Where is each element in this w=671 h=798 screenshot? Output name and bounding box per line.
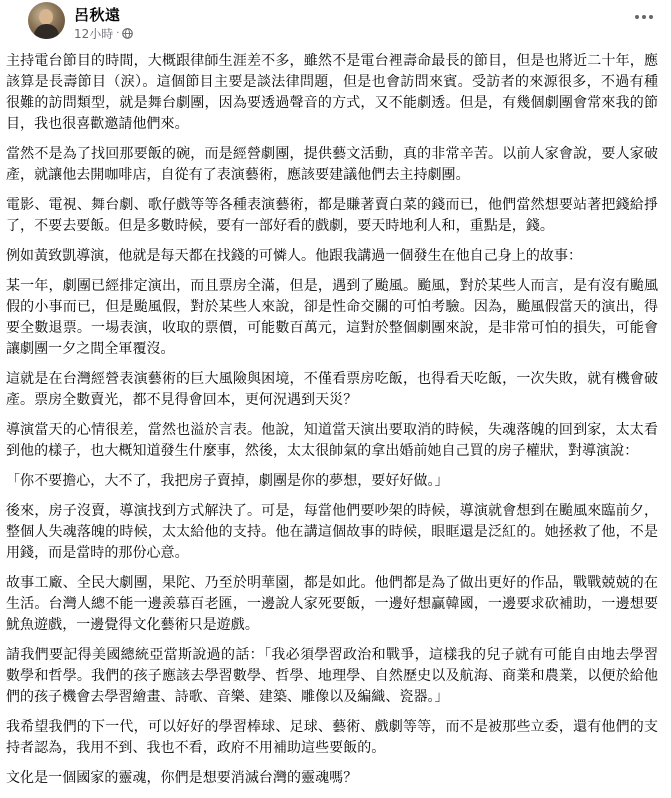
post-paragraph: 例如黃致凱導演，他就是每天都在找錢的可憐人。他跟我講過一個發生在他自己身上的故事： — [6, 248, 583, 264]
post-paragraph: 後來，房子沒賣，導演找到方式解決了。可是，每當他們要吵架的時候，導演就會想到在颱風來臨前夕，整個人失魂落魄的時候，太太給他的支持。他在講這個故事的時候，眼眶還是泛紅的。她拯救了他，不是用錢，而是當時的那份心意。 — [6, 503, 658, 561]
post-paragraph: 導演當天的心情很差，當然也溢於言表。他說，知道當天演出要取消的時候，失魂落魄的回到家，太太看到他的樣子，也大概知道發生什麼事，然後，太太很帥氣的拿出婚前她自己買的房子權狀，對導演說： — [6, 422, 658, 459]
globe-icon[interactable] — [122, 28, 133, 39]
avatar[interactable] — [28, 2, 65, 39]
post-paragraph: 故事工廠、全民大劇團，果陀、乃至於明華園，都是如此。他們都是為了做出更好的作品，戰戰兢兢的在生活。台灣人總不能一邊羨慕百老匯，一邊說人家死要飯，一邊好想贏韓國，一邊要求砍補助，一邊想要魷魚遊戲，一邊覺得文化藝術只是遊戲。 — [6, 575, 658, 633]
post-content — [6, 51, 658, 798]
post-meta — [74, 25, 133, 42]
post-paragraph: 文化是一個國家的靈魂，你們是想要消滅台灣的靈魂嗎？ — [6, 770, 358, 786]
post-paragraph: 請我們要記得美國總統亞當斯說過的話：「我必須學習政治和戰爭，這樣我的兒子就有可能自由地去學習數學和哲學。我們的孩子應該去學習數學、哲學、地理學、自然歷史以及航海、商業和農業，以便於給他們的孩子機會去學習繪畫、詩歌、音樂、建築、雕像以及編織、瓷器。」 — [6, 647, 658, 705]
post-paragraph: 當然不是為了找回那要飯的碗，而是經營劇團，提供藝文活動，真的非常辛苦。以前人家會說，要人家破產，就讓他去開咖啡店，自從有了表演藝術，應該要建議他們去主持劇團。 — [6, 146, 658, 183]
more-dot — [642, 15, 646, 19]
more-dot — [649, 15, 653, 19]
post-paragraph: 「你不要擔心，大不了，我把房子賣掉，劇團是你的夢想，要好好做。」 — [6, 473, 449, 489]
post-paragraph: 電影、電視、舞台劇、歌仔戲等等各種表演藝術，都是賺著賣白菜的錢而已，他們當然想要站著把錢給掙了，不要去要飯。但是多數時候，要有一部好看的戲劇，要天時地利人和，重點是，錢。 — [6, 197, 658, 234]
post-paragraph: 某一年，劇團已經排定演出，而且票房全滿，但是，遇到了颱風。颱風，對於某些人而言，是有沒有颱風假的小事而已，但是颱風假，對於某些人來說，卻是性命交關的可怕考驗。因為，颱風假當天的演出，得要全數退票。一場表演，收取的票價，可能數百萬元，這對於整個劇團來說，是非常可怕的損失，可能會讓劇團一夕之間全軍覆沒。 — [6, 278, 658, 357]
more-horizontal-icon[interactable] — [631, 6, 657, 28]
more-dot — [635, 15, 639, 19]
avatar-body — [34, 24, 59, 39]
post-paragraph: 這就是在台灣經營表演藝術的巨大風險與困境，不僅看票房吃飯，也得看天吃飯，一次失敗，就有機會破產。票房全數賣光，都不見得會回本，更何況遇到天災？ — [6, 371, 658, 408]
meta-separator: · — [116, 28, 120, 39]
author-name[interactable]: 呂秋遠 — [74, 6, 121, 24]
post-header — [14, 0, 671, 52]
avatar-face — [39, 9, 53, 25]
post-time[interactable]: 12小時 — [74, 27, 114, 41]
post-paragraph: 我希望我們的下一代，可以好好的學習棒球、足球、藝術、戲劇等等，而不是被那些立委，還有他們的支持者認為，我用不到、我也不看，政府不用補助這些要飯的。 — [6, 719, 658, 756]
post-paragraph: 主持電台節目的時間，大概跟律師生涯差不多，雖然不是電台裡壽命最長的節目，但是也將近二十年，應該算是長壽節目（淚）。這個節目主要是談法律問題，但是也會訪問來賓。受訪者的來源很多，不過有種很難的訪問類型，就是舞台劇團，因為要透過聲音的方式，又不能劇透。但是，有幾個劇團會常來我的節目，我也很喜歡邀請他們來。 — [6, 53, 658, 132]
